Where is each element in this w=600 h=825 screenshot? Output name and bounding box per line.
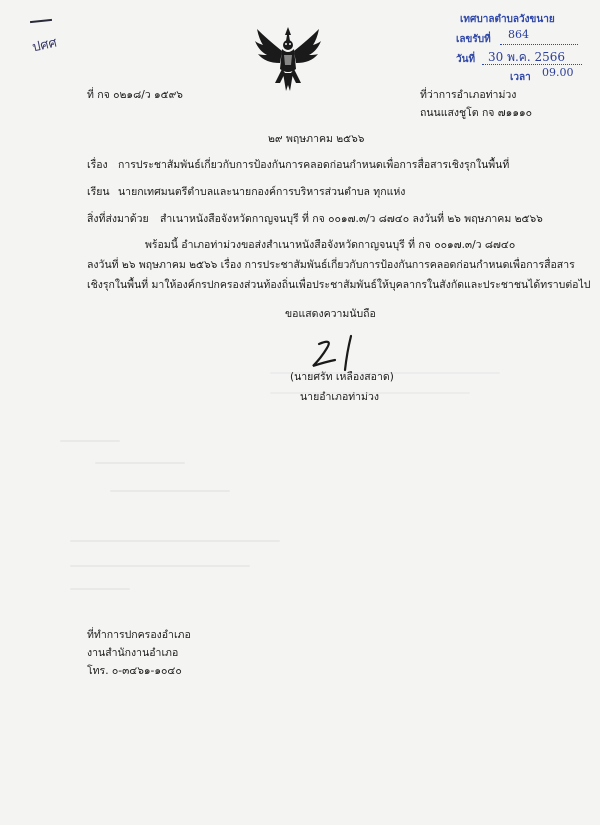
stamp-office: เทศบาลตำบลวังขนาย	[460, 14, 555, 25]
enclosure-label: สิ่งที่ส่งมาด้วย	[87, 213, 149, 225]
stamp-date-label: วันที่	[456, 54, 476, 65]
body-line-3: เชิงรุกในพื้นที่ มาให้องค์กรปกครองส่วนท้องถิ่นเพื่อประชาสัมพันธ์ให้บุคลากรในสังกัดและประชาชนได้ทราบต่อไป	[87, 279, 591, 291]
corner-bracket	[30, 19, 52, 23]
recipient-text: นายกเทศมนตรีตำบลและนายกองค์การบริหารส่วนตำบล ทุกแห่ง	[118, 186, 406, 198]
stamp-receive-no: 864	[508, 28, 529, 41]
stamp-date-value: 30 พ.ค. 2566	[488, 50, 566, 64]
footer-phone: โทร. ๐-๓๔๖๑-๑๐๔๐	[87, 665, 182, 677]
closing: ขอแสดงความนับถือ	[285, 308, 376, 320]
office-address-line2: ถนนแสงชูโต กจ ๗๑๑๑๐	[420, 107, 533, 119]
recipient-label: เรียน	[87, 186, 110, 198]
subject-text: การประชาสัมพันธ์เกี่ยวกับการป้องกันการคลอดก่อนกำหนดเพื่อการสื่อสารเชิงรุกในพื้นที่	[118, 159, 510, 171]
subject-label: เรื่อง	[87, 159, 108, 171]
garuda-emblem-icon	[253, 25, 323, 95]
receiving-stamp	[448, 10, 590, 82]
body-line-2: ลงวันที่ ๒๖ พฤษภาคม ๒๕๖๖ เรื่อง การประชาสัมพันธ์เกี่ยวกับการป้องกันการคลอดก่อนกำหนดเพื่อการสื่อสาร	[87, 259, 575, 271]
enclosure-text: สำเนาหนังสือจังหวัดกาญจนบุรี ที่ กจ ๐๐๑๗.๓/ว ๘๗๔๐ ลงวันที่ ๒๖ พฤษภาคม ๒๕๖๖	[160, 213, 543, 225]
corner-note: ปศศ	[30, 35, 59, 56]
footer-office: ที่ทำการปกครองอำเภอ	[87, 629, 191, 641]
signer-name: (นายศรัท เหลืองสอาด)	[290, 371, 394, 383]
stamp-receive-label: เลขรับที่	[456, 34, 491, 45]
document-date: ๒๙ พฤษภาคม ๒๕๖๖	[268, 133, 365, 145]
office-address-line1: ที่ว่าการอำเภอท่าม่วง	[420, 89, 517, 101]
document-number: ที่ กจ ๐๒๑๘/ว ๑๕๙๖	[87, 89, 183, 101]
stamp-time-value: 09.00	[542, 66, 574, 79]
stamp-time-label: เวลา	[510, 72, 531, 83]
footer-section: งานสำนักงานอำเภอ	[87, 647, 179, 659]
body-line-1: พร้อมนี้ อำเภอท่าม่วงขอส่งสำเนาหนังสือจังหวัดกาญจนบุรี ที่ กจ ๐๐๑๗.๓/ว ๘๗๔๐	[145, 239, 516, 251]
signer-title: นายอำเภอท่าม่วง	[300, 391, 380, 403]
